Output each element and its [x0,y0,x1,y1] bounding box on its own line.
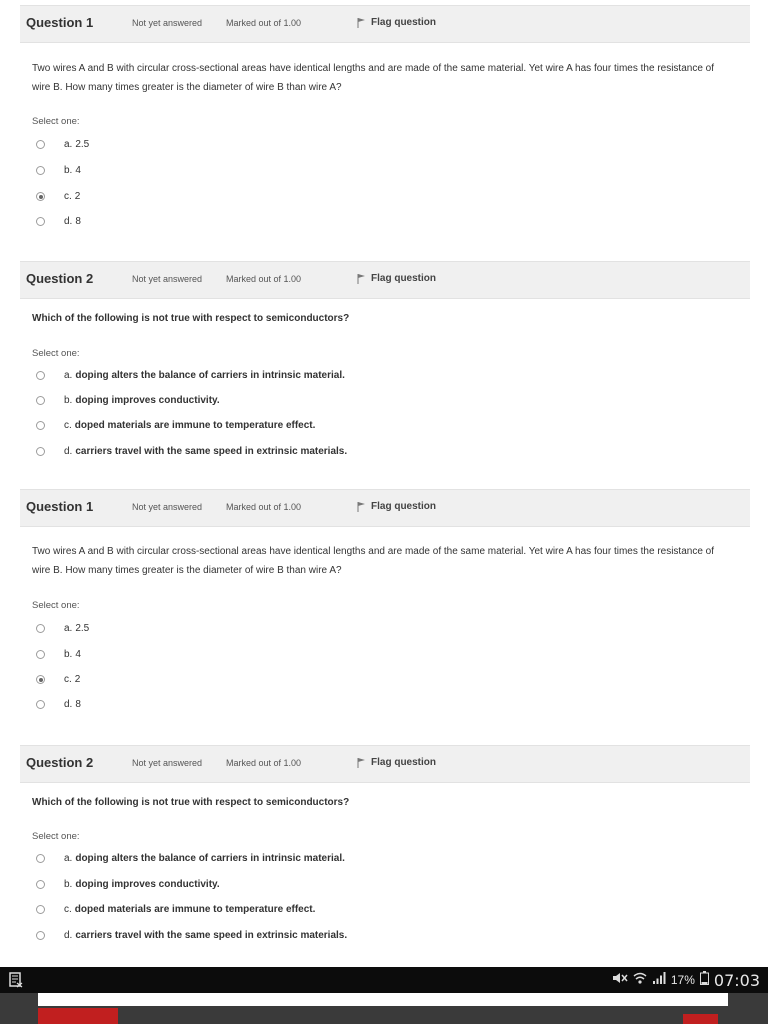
option-letter: b. [64,879,73,890]
answer-label [64,649,81,660]
option-letter: a. [64,623,73,634]
answer-label [64,165,81,176]
option-text: 8 [75,216,81,227]
question-status: Not yet answered [132,502,203,512]
answer-label [64,420,315,431]
question-marks: Marked out of 1.00 [226,18,302,28]
option-text: carriers travel with the same speed in extrinsic materials. [75,930,348,941]
question-title: Question 2 [26,271,94,286]
flag-question-link[interactable] [357,17,436,28]
option-letter: a. [64,370,73,381]
radio-button[interactable] [36,371,45,380]
question-status: Not yet answered [132,758,203,768]
option-letter: d. [64,699,73,710]
answer-label [64,191,80,202]
question-status: Not yet answered [132,18,203,28]
option-letter: d. [64,930,73,941]
flag-question-label: Flag question [371,757,436,768]
question-title: Question 2 [26,755,94,770]
question-text: Two wires A and B with circular cross-sectional areas have identical lengths and are made of the same material. Yet wire A has four times the resistance of wire B. How many times greater is the diameter of wire B than wire A? [32,63,715,93]
answer-label [64,216,81,227]
option-letter: c. [64,420,72,431]
status-icons [607,970,760,990]
select-one-label: Select one: [32,348,80,359]
option-text: 2.5 [75,139,90,150]
option-text: 4 [75,649,81,660]
question-text: Which of the following is not true with respect to semiconductors? [32,313,350,324]
option-text: 4 [75,165,81,176]
flag-question-label: Flag question [371,501,436,512]
radio-button-selected[interactable] [36,192,45,201]
answer-label [64,699,81,710]
option-letter: b. [64,165,73,176]
radio-button[interactable] [36,166,45,175]
answer-label [64,395,220,406]
question-marks: Marked out of 1.00 [226,274,302,284]
flag-question-label: Flag question [371,17,436,28]
option-text: doping alters the balance of carriers in intrinsic material. [75,370,345,381]
radio-button[interactable] [36,880,45,889]
signal-icon [652,971,666,990]
select-one-label: Select one: [32,831,80,842]
radio-button[interactable] [36,854,45,863]
screenshot-icon [9,972,23,988]
question-text: Which of the following is not true with respect to semiconductors? [32,797,350,808]
flag-icon [357,17,366,28]
answer-label [64,879,220,890]
option-text: doped materials are immune to temperature effect. [74,420,316,431]
option-text: doping improves conductivity. [75,395,220,406]
option-letter: c. [64,904,72,915]
flag-question-label: Flag question [371,273,436,284]
radio-button[interactable] [36,447,45,456]
radio-button[interactable] [36,217,45,226]
page-fragment-white [38,993,728,1006]
select-one-label: Select one: [32,116,80,127]
option-text: doping improves conductivity. [75,879,220,890]
radio-button[interactable] [36,905,45,914]
question-header [20,5,750,43]
option-text: doping alters the balance of carriers in intrinsic material. [75,853,345,864]
status-bar [0,967,768,993]
option-letter: c. [64,191,72,202]
option-letter: c. [64,674,72,685]
flag-icon [357,273,366,284]
option-letter: d. [64,216,73,227]
option-letter: d. [64,446,73,457]
radio-button-selected[interactable] [36,675,45,684]
page-fragment-red-right [683,1014,718,1024]
question-header [20,261,750,299]
question-title: Question 1 [26,15,94,30]
radio-button[interactable] [36,700,45,709]
radio-button[interactable] [36,421,45,430]
battery-percent: 17% [670,973,695,987]
answer-label [64,446,347,457]
answer-label [64,930,347,941]
option-text: 8 [75,699,81,710]
radio-button[interactable] [36,140,45,149]
clock: 07:03 [713,970,760,990]
flag-icon [357,757,366,768]
flag-question-link[interactable] [357,757,436,768]
browser-content-fragment [0,993,768,1024]
battery-icon [700,971,709,990]
option-text: 2 [74,191,81,202]
answer-label [64,623,89,634]
option-letter: b. [64,395,73,406]
option-text: carriers travel with the same speed in extrinsic materials. [75,446,348,457]
option-text: doped materials are immune to temperature effect. [74,904,316,915]
question-header [20,745,750,783]
flag-question-link[interactable] [357,501,436,512]
option-text: 2 [74,674,81,685]
question-title: Question 1 [26,499,94,514]
flag-question-link[interactable] [357,273,436,284]
answer-label [64,853,345,864]
radio-button[interactable] [36,624,45,633]
option-letter: b. [64,649,73,660]
answer-label [64,139,89,150]
wifi-icon [633,971,647,990]
flag-icon [357,501,366,512]
page-fragment-red-left [38,1008,118,1024]
question-status: Not yet answered [132,274,203,284]
radio-button[interactable] [36,931,45,940]
option-letter: a. [64,853,73,864]
question-marks: Marked out of 1.00 [226,758,302,768]
select-one-label: Select one: [32,600,80,611]
radio-button[interactable] [36,650,45,659]
question-text: Two wires A and B with circular cross-sectional areas have identical lengths and are made of the same material. Yet wire A has four times the resistance of wire B. How many times greater is the diameter of wire B than wire A? [32,546,715,576]
answer-label [64,904,315,915]
answer-label [64,370,345,381]
question-marks: Marked out of 1.00 [226,502,302,512]
option-letter: a. [64,139,73,150]
question-header [20,489,750,527]
radio-button[interactable] [36,396,45,405]
answer-label [64,674,80,685]
option-text: 2.5 [75,623,90,634]
mute-icon [612,971,628,990]
